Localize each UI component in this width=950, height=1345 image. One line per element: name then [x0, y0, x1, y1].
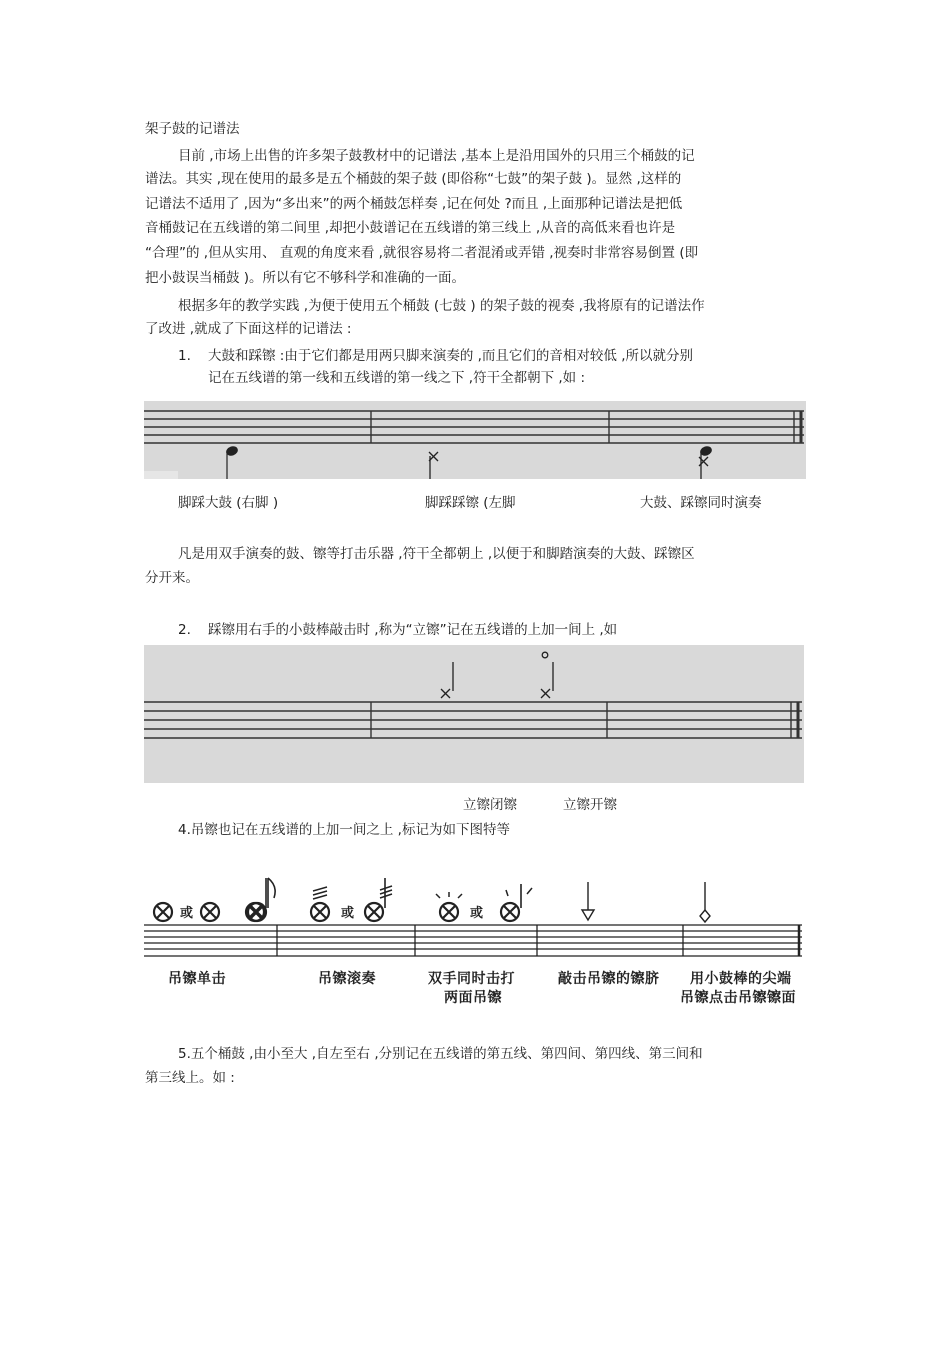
item4-text: 4.吊镲也记在五线谱的上加一间之上 ,标记为如下图特等: [178, 822, 510, 838]
cymbal-roll-icon: [311, 887, 329, 921]
para2-line-2: 了改进 ,就成了下面这样的记谱法 :: [145, 321, 352, 337]
cymbal-tip-icon: [700, 882, 710, 922]
intro-line-2: 谱法。其实 ,现在使用的最多是五个桶鼓的架子鼓 (即俗称“七鼓”的架子鼓 )。显然 ,这样的: [145, 171, 682, 187]
figure-2-staff: [144, 645, 804, 783]
intro-line-4: 音桶鼓记在五线谱的第二间里 ,却把小鼓谱记在五线谱的第三线上 ,从音的高低来看也许是: [145, 220, 676, 236]
item2-number: 2.: [178, 622, 191, 638]
fig3-label-single: 吊镲单击: [168, 971, 226, 987]
item1-number: 1.: [178, 348, 191, 364]
fig3-label-roll: 吊镲滚奏: [318, 971, 376, 987]
figure-1-staff: [144, 401, 806, 479]
fig3-label-bell: 敲击吊镲的镲脐: [558, 971, 660, 987]
fig3-or-3: 或: [470, 906, 484, 921]
fig1-label-bass-drum: 脚踩大鼓 (右脚 ): [178, 495, 279, 511]
item1-line-1: 大鼓和踩镲 :由于它们都是用两只脚来演奏的 ,而且它们的音相对较低 ,所以就分别: [208, 348, 694, 364]
item5-line-2: 第三线上。如 :: [145, 1070, 235, 1086]
fig3-label-tip-1: 用小鼓棒的尖端: [690, 971, 792, 987]
eighth-flag-icon: [244, 874, 284, 924]
cymbal-hit-icon: [201, 903, 219, 921]
fig1-label-combined: 大鼓、踩镲同时演奏: [640, 495, 762, 511]
fig1-label-hihat-pedal: 脚踩踩镲 (左脚: [425, 495, 516, 511]
fig3-or-2: 或: [341, 906, 355, 921]
cymbal-roll-stem-icon: [365, 878, 392, 921]
figure-3-staff: [144, 870, 804, 960]
item2-text: 踩镲用右手的小鼓棒敲击时 ,称为“立镲”记在五线谱的上加一间上 ,如: [208, 622, 618, 638]
fig3-label-double-2: 两面吊镲: [444, 990, 502, 1006]
cymbal-hit-icon: [154, 903, 172, 921]
intro-line-5: “合理”的 ,但从实用、 直观的角度来看 ,就很容易将二者混淆或弄错 ,视奏时非常容易倒置 (即: [145, 245, 699, 261]
document-title: 架子鼓的记谱法: [145, 121, 240, 137]
para3-line-1: 凡是用双手演奏的鼓、镲等打击乐器 ,符干全都朝上 ,以便于和脚踏演奏的大鼓、踩镲区: [178, 546, 695, 562]
fig2-label-closed: 立镲闭镲: [463, 797, 517, 813]
intro-line-1: 目前 ,市场上出售的许多架子鼓教材中的记谱法 ,基本上是沿用国外的只用三个桶鼓的记: [178, 148, 695, 164]
item5-line-1: 5.五个桶鼓 ,由小至大 ,自左至右 ,分别记在五线谱的第五线、第四间、第四线、第三间和: [178, 1046, 703, 1062]
fig3-label-double-1: 双手同时击打: [428, 971, 515, 987]
para3-line-2: 分开来。: [145, 570, 199, 586]
double-cymbal-stem-icon: [501, 884, 532, 921]
double-cymbal-icon: [436, 892, 462, 921]
intro-line-3: 记谱法不适用了 ,因为“多出来”的两个桶鼓怎样奏 ,记在何处 ?而且 ,上面那种记谱法是把低: [145, 196, 683, 212]
fig2-label-open: 立镲开镲: [563, 797, 617, 813]
fig3-or-1: 或: [180, 906, 194, 921]
fig3-label-tip-2: 吊镲点击吊镲镲面: [680, 990, 796, 1006]
para2-line-1: 根据多年的教学实践 ,为便于使用五个桶鼓 (七鼓 ) 的架子鼓的视奏 ,我将原有的记谱法作: [178, 298, 705, 314]
cymbal-bell-icon: [582, 882, 594, 920]
item1-line-2: 记在五线谱的第一线和五线谱的第一线之下 ,符干全都朝下 ,如 :: [208, 370, 586, 386]
intro-line-6: 把小鼓误当桶鼓 )。所以有它不够科学和准确的一面。: [145, 270, 466, 286]
